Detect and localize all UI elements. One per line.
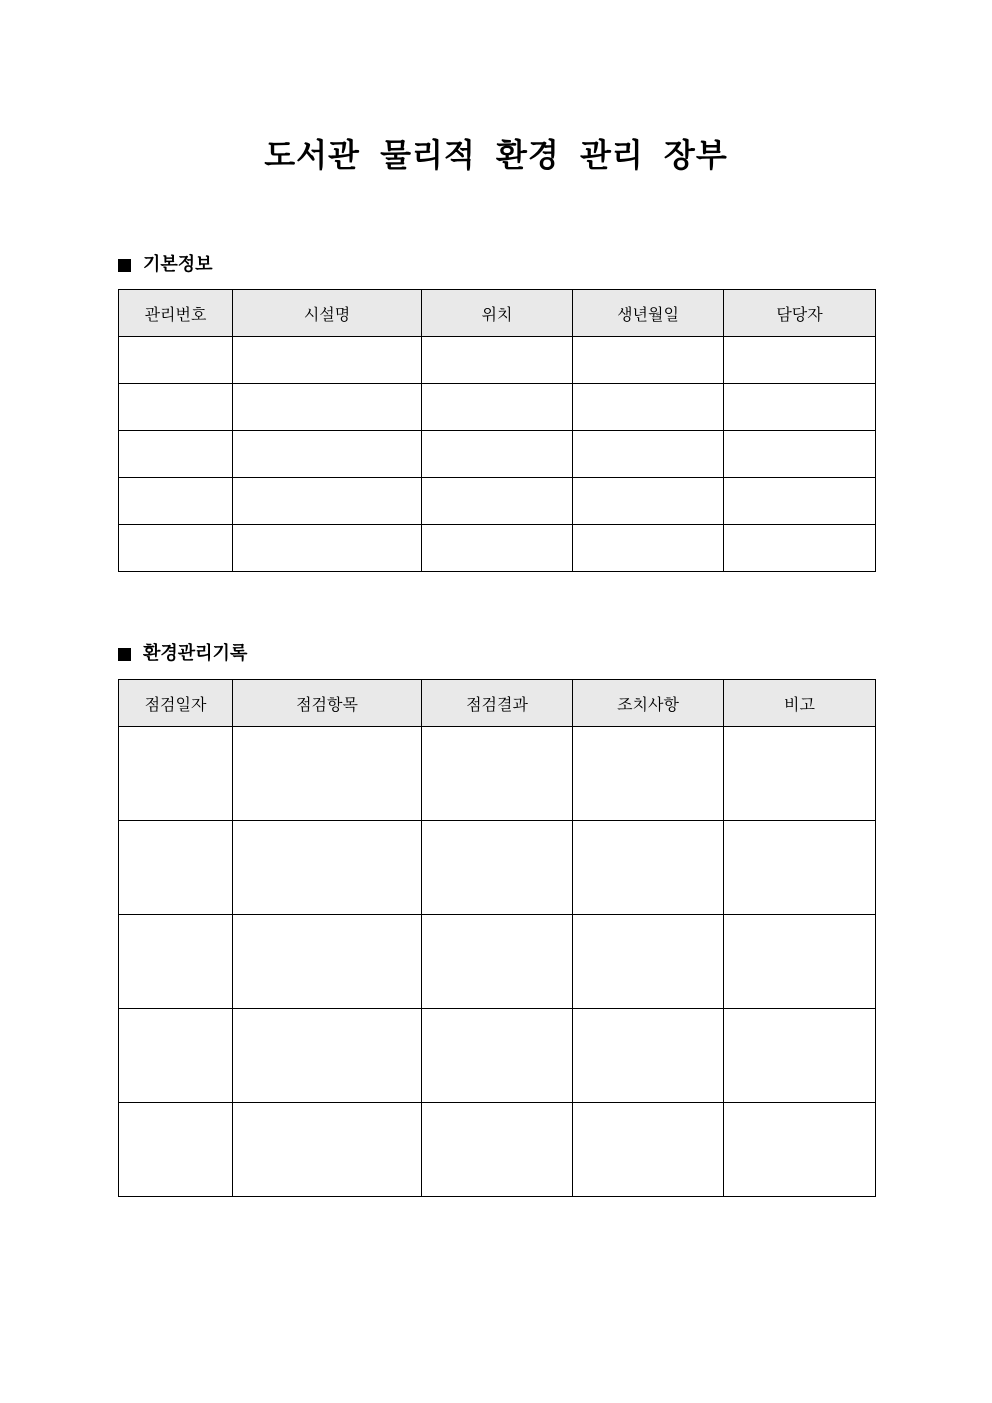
table-cell[interactable] [422, 384, 573, 431]
table-row [119, 1103, 876, 1197]
table-cell[interactable] [573, 337, 724, 384]
table-cell[interactable] [422, 431, 573, 478]
table-cell[interactable] [233, 478, 422, 525]
table-cell[interactable] [119, 821, 233, 915]
table-cell[interactable] [233, 384, 422, 431]
column-header: 관리번호 [119, 290, 233, 337]
page-title: 도서관 물리적 환경 관리 장부 [264, 136, 728, 174]
table-cell[interactable] [573, 431, 724, 478]
table-cell[interactable] [724, 478, 876, 525]
table-header-row [119, 290, 876, 337]
table-cell[interactable] [573, 1103, 724, 1197]
table-row [119, 431, 876, 478]
table-row [119, 478, 876, 525]
section-heading-label: 환경관리기록 [143, 643, 248, 664]
table-cell[interactable] [119, 525, 233, 572]
table-cell[interactable] [119, 431, 233, 478]
section-heading-basic-info [118, 252, 213, 278]
table-cell[interactable] [422, 915, 573, 1009]
table-cell[interactable] [119, 1009, 233, 1103]
column-header: 비고 [724, 680, 876, 727]
table-cell[interactable] [233, 1009, 422, 1103]
table-cell[interactable] [233, 915, 422, 1009]
table-cell[interactable] [233, 1103, 422, 1197]
basic-info-table [118, 289, 876, 572]
column-header: 점검결과 [422, 680, 573, 727]
table-cell[interactable] [724, 821, 876, 915]
table-cell[interactable] [573, 821, 724, 915]
table-cell[interactable] [724, 727, 876, 821]
table-row [119, 727, 876, 821]
table-row [119, 337, 876, 384]
table-cell[interactable] [724, 431, 876, 478]
table-cell[interactable] [119, 915, 233, 1009]
table-cell[interactable] [119, 727, 233, 821]
square-bullet-icon [118, 259, 131, 272]
square-bullet-icon [118, 648, 131, 661]
table-cell[interactable] [422, 1009, 573, 1103]
table-cell[interactable] [233, 431, 422, 478]
table-cell[interactable] [233, 337, 422, 384]
table-cell[interactable] [573, 727, 724, 821]
table-cell[interactable] [422, 525, 573, 572]
table-cell[interactable] [573, 525, 724, 572]
column-header: 위치 [422, 290, 573, 337]
table-cell[interactable] [422, 727, 573, 821]
table-cell[interactable] [233, 821, 422, 915]
column-header: 시설명 [233, 290, 422, 337]
table-cell[interactable] [233, 727, 422, 821]
column-header: 조치사항 [573, 680, 724, 727]
column-header: 점검일자 [119, 680, 233, 727]
table-cell[interactable] [422, 821, 573, 915]
table-cell[interactable] [724, 337, 876, 384]
table-cell[interactable] [724, 915, 876, 1009]
table-cell[interactable] [119, 1103, 233, 1197]
table-cell[interactable] [422, 337, 573, 384]
column-header: 생년월일 [573, 290, 724, 337]
table-cell[interactable] [233, 525, 422, 572]
table-header-row [119, 680, 876, 727]
table-cell[interactable] [724, 1103, 876, 1197]
table-row [119, 821, 876, 915]
table-cell[interactable] [422, 478, 573, 525]
table-cell[interactable] [724, 525, 876, 572]
table-row [119, 525, 876, 572]
section-heading-label: 기본정보 [143, 254, 213, 275]
column-header: 점검항목 [233, 680, 422, 727]
environment-log-table [118, 679, 876, 1197]
table-cell[interactable] [119, 384, 233, 431]
table-cell[interactable] [119, 337, 233, 384]
table-cell[interactable] [573, 478, 724, 525]
table-cell[interactable] [724, 1009, 876, 1103]
table-cell[interactable] [573, 1009, 724, 1103]
table-cell[interactable] [119, 478, 233, 525]
column-header: 담당자 [724, 290, 876, 337]
section-heading-environment-log [118, 641, 247, 667]
table-cell[interactable] [422, 1103, 573, 1197]
table-cell[interactable] [573, 915, 724, 1009]
table-row [119, 1009, 876, 1103]
table-cell[interactable] [724, 384, 876, 431]
table-row [119, 384, 876, 431]
table-row [119, 915, 876, 1009]
table-cell[interactable] [573, 384, 724, 431]
